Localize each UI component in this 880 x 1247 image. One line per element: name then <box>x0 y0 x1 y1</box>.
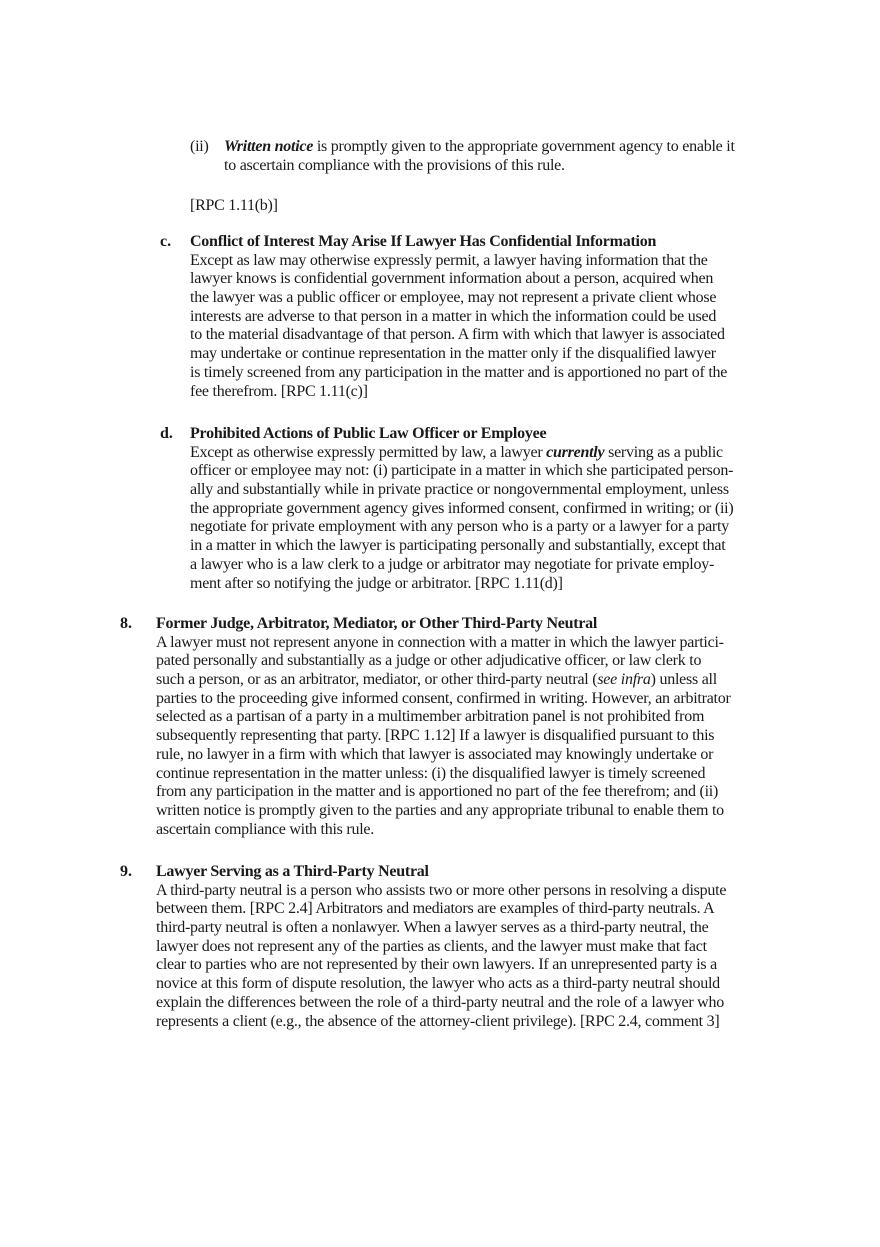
section-heading: Prohibited Actions of Public Law Officer or Employee <box>190 425 547 442</box>
text-line: subsequently representing that party. [RPC 1.12] If a lawyer is disqualified pursuant to this <box>156 727 715 745</box>
text-line: from any participation in the matter and is apportioned no part of the fee therefrom; and (ii) <box>156 783 719 801</box>
text-line: pated personally and substantially as a judge or other adjudicative officer, or law clerk to <box>156 652 702 670</box>
text-line <box>224 138 735 157</box>
item-text <box>224 138 735 175</box>
text-line: ally and substantially while in private practice or nongovernmental employment, unless <box>190 481 729 499</box>
text-line: ment after so notifying the judge or arbitrator. [RPC 1.11(d)] <box>190 574 563 592</box>
section-heading: Former Judge, Arbitrator, Mediator, or Other Third-Party Neutral <box>156 615 598 632</box>
section-label: c. <box>160 233 172 250</box>
emphasis-text: see infra <box>597 671 651 689</box>
text-run: such a person, or as an arbitrator, mediator, or other third-party neutral ( <box>156 671 598 689</box>
text-line: fee therefrom. [RPC 1.11(c)] <box>190 382 368 400</box>
emphasis-text: currently <box>546 443 605 461</box>
section-body <box>190 252 727 402</box>
text-line: selected as a partisan of a party in a multimember arbitration panel is not prohibited from <box>156 708 705 726</box>
text-line: is timely screened from any participation in the matter and is apportioned no part of the <box>190 363 728 381</box>
text-line: represents a client (e.g., the absence of the attorney-client privilege). [RPC 2.4, comment 3] <box>156 1012 720 1030</box>
section-label: 9. <box>120 863 132 880</box>
text-line: clear to parties who are not represented by their own lawyers. If an unrepresented party is a <box>156 956 717 974</box>
text-line: lawyer does not represent any of the parties as clients, and the lawyer must make that fact <box>156 937 707 955</box>
text-line: continue representation in the matter unless: (i) the disqualified lawyer is timely screened <box>156 764 706 782</box>
section-body <box>190 444 733 594</box>
text-line: may undertake or continue representation in the matter only if the disqualified lawyer <box>190 345 716 363</box>
section-label: d. <box>160 425 173 442</box>
text-line: to ascertain compliance with the provisions of this rule. <box>224 156 565 174</box>
text-line: lawyer knows is confidential government information about a person, acquired when <box>190 270 714 288</box>
text-line: novice at this form of dispute resolution, the lawyer who acts as a third-party neutral should <box>156 975 720 993</box>
text-line: A third-party neutral is a person who assists two or more other persons in resolving a dispute <box>156 881 727 899</box>
text-line: the appropriate government agency gives informed consent, confirmed in writing; or (ii) <box>190 499 734 517</box>
citation: [RPC 1.11(b)] <box>190 197 278 214</box>
section-8 <box>120 615 731 839</box>
text-line: rule, no lawyer in a firm with which that lawyer is associated may knowingly undertake or <box>156 745 714 763</box>
text-line: Except as law may otherwise expressly permit, a lawyer having information that the <box>190 251 708 269</box>
text-line: interests are adverse to that person in a matter in which the information could be used <box>190 307 717 325</box>
text-run: ) unless all <box>650 671 717 689</box>
section-label: 8. <box>120 615 132 632</box>
section-c <box>160 233 728 401</box>
emphasis-text: Written notice <box>224 138 314 155</box>
text-line: a lawyer who is a law clerk to a judge or arbitrator may negotiate for private employ- <box>190 555 715 573</box>
section-9 <box>120 863 727 1031</box>
text-run: is promptly given to the appropriate government agency to enable it <box>313 138 735 155</box>
section-body <box>156 882 726 1032</box>
text-line: parties to the proceeding give informed consent, confirmed in writing. However, an arbitrator <box>156 689 731 707</box>
section-body <box>156 634 731 840</box>
text-line: negotiate for private employment with any person who is a party or a lawyer for a party <box>190 518 729 536</box>
text-line: third-party neutral is often a nonlawyer. When a lawyer serves as a third-party neutral, the <box>156 919 709 937</box>
text-run: serving as a public <box>604 443 723 461</box>
section-heading: Conflict of Interest May Arise If Lawyer Has Confidential Information <box>190 233 657 250</box>
text-line: explain the differences between the role of a third-party neutral and the role of a lawyer who <box>156 993 724 1011</box>
text-line: ascertain compliance with this rule. <box>156 820 375 838</box>
text-line <box>156 671 731 690</box>
text-line: written notice is promptly given to the parties and any appropriate tribunal to enable them to <box>156 801 724 819</box>
text-line: A lawyer must not represent anyone in connection with a matter in which the lawyer partici- <box>156 633 724 651</box>
text-line: officer or employee may not: (i) participate in a matter in which she participated person- <box>190 462 734 480</box>
text-line <box>190 444 733 463</box>
section-heading: Lawyer Serving as a Third-Party Neutral <box>156 863 429 880</box>
text-line: in a matter in which the lawyer is participating personally and substantially, except that <box>190 537 726 555</box>
text-line: between them. [RPC 2.4] Arbitrators and mediators are examples of third-party neutrals. A <box>156 900 715 918</box>
section-d <box>160 425 734 593</box>
text-line: the lawyer was a public officer or employee, may not represent a private client whose <box>190 289 717 307</box>
text-line: to the material disadvantage of that person. A firm with which that lawyer is associated <box>190 326 725 344</box>
item-label: (ii) <box>190 138 209 155</box>
text-run: Except as otherwise expressly permitted by law, a lawyer <box>190 443 547 461</box>
